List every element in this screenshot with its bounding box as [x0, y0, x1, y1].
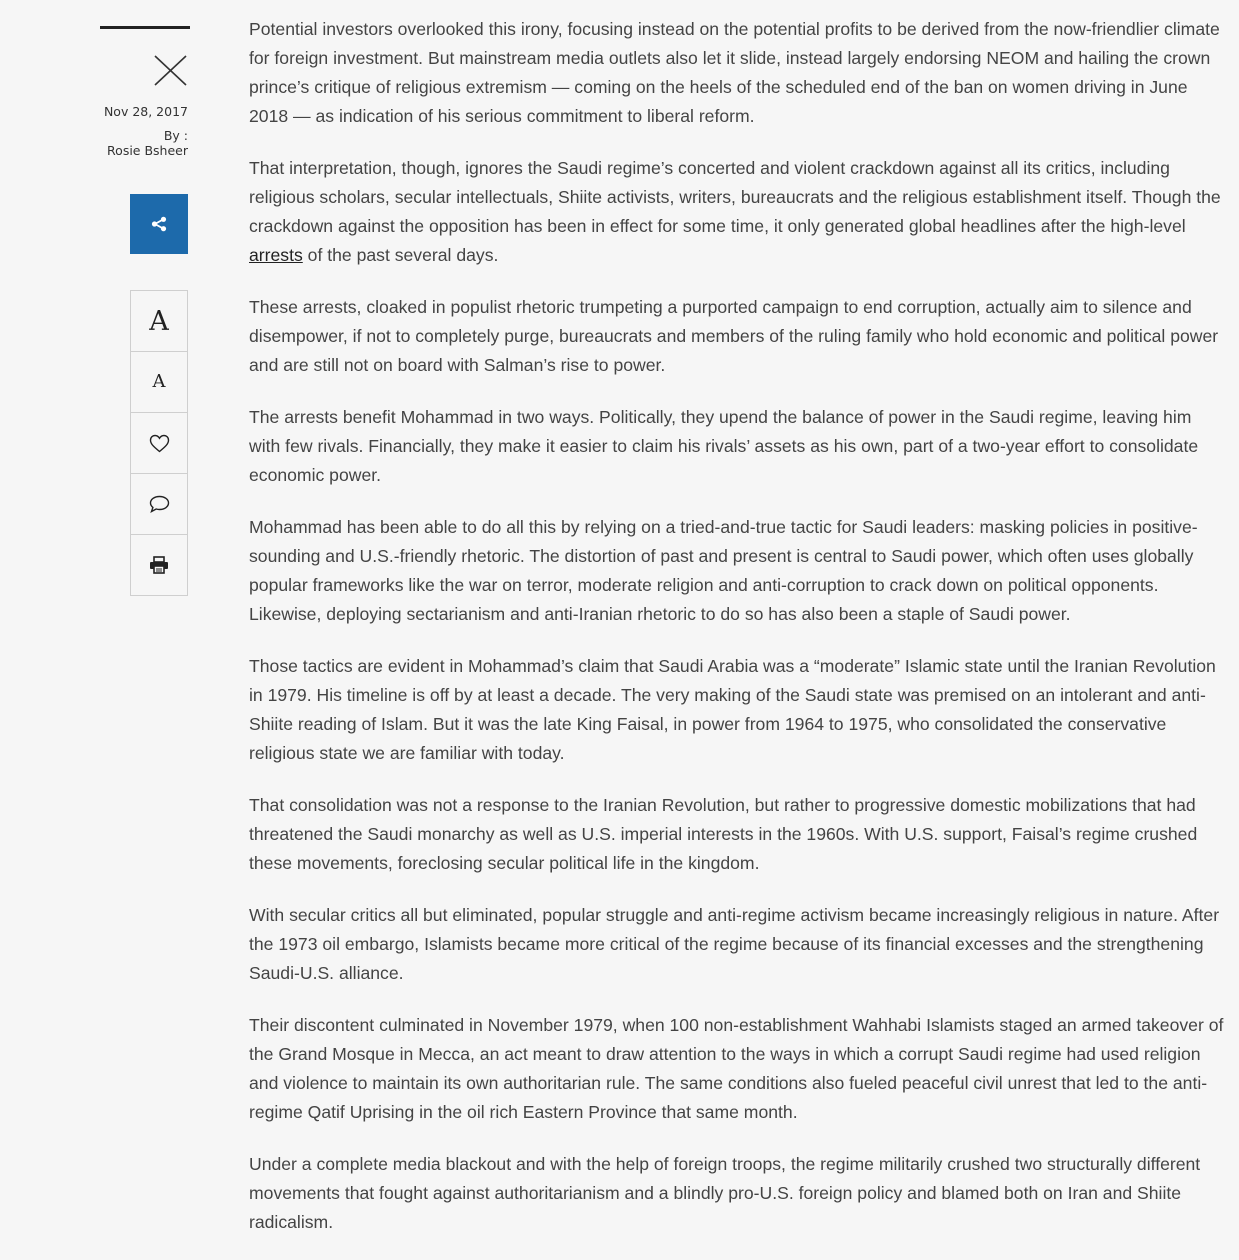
author-name[interactable]: Rosie Bsheer — [107, 143, 188, 158]
like-button[interactable] — [131, 413, 187, 474]
top-divider — [100, 26, 190, 29]
publish-date: Nov 28, 2017 — [103, 104, 188, 119]
article-paragraph: Mohammad has been able to do all this by relying on a tried-and-true tactic for Saudi leaders: masking policies in positive-sounding and U.S.-friendly rhetoric. The distortion of past and present is central to Saudi power, which often uses globally popular frameworks like the war on terror, moderate religion and anti-corruption to crack down on political opponents. Likewise, deploying sectarianism and anti-Iranian rhetoric to do so has also been a staple of Saudi power. — [249, 517, 1198, 624]
article-paragraph: The arrests benefit Mohammad in two ways. Politically, they upend the balance of power in the Saudi regime, leaving him with few rivals. Financially, they make it easier to claim his rivals’ assets as his own, part of a two-year effort to consolidate economic power. — [249, 407, 1199, 485]
article-paragraph: That consolidation was not a response to the Iranian Revolution, but rather to progressive domestic mobilizations that had threatened the Saudi monarchy as well as U.S. imperial interests in the 1960s. With U.S. support, Faisal’s regime crushed these movements, foreclosing secular political life in the kingdom. — [249, 795, 1198, 873]
arrests-link[interactable]: arrests — [249, 245, 303, 265]
close-button[interactable] — [153, 54, 189, 88]
print-button[interactable] — [131, 535, 187, 595]
font-increase-button[interactable] — [131, 291, 187, 352]
print-icon — [149, 556, 169, 574]
share-button[interactable] — [130, 194, 188, 254]
byline-label: By : — [163, 128, 188, 143]
paragraph-text: That interpretation, though, ignores the Saudi regime’s concerted and violent crackdown against all its critics, including religious scholars, secular intellectuals, Shiite activists, writers, bureaucrats and the religious establishment itself. Though the crackdown against the opposition has been in effect for some time, it only generated global headlines after the high-level — [249, 158, 1221, 236]
article-paragraph: These arrests, cloaked in populist rhetoric trumpeting a purported campaign to end corruption, actually aim to silence and disempower, if not to completely purge, bureaucrats and members of the ruling family who hold economic and political power and are still not on board with Salman’s rise to power. — [249, 297, 1219, 375]
paragraph-text: of the past several days. — [302, 245, 499, 265]
article-paragraph: With secular critics all but eliminated, popular struggle and anti-regime activism became increasingly religious in nature. After the 1973 oil embargo, Islamists became more critical of the regime because of its financial excesses and the strengthening Saudi-U.S. alliance. — [249, 905, 1220, 983]
article-meta — [104, 104, 188, 158]
font-increase-label: A — [149, 305, 169, 337]
font-decrease-label: A — [152, 371, 166, 392]
close-icon — [153, 54, 189, 88]
article-paragraph: Potential investors overlooked this irony, focusing instead on the potential profits to be derived from the now-friendlier climate for foreign investment. But mainstream media outlets also let it slide, instead largely endorsing NEOM and hailing the crown prince’s critique of religious extremism — coming on the heels of the scheduled end of the ban on women driving in June 2018 — as indication of his serious commitment to liberal reform. — [249, 19, 1220, 126]
font-decrease-button[interactable] — [131, 352, 187, 413]
article-paragraph: Their discontent culminated in November 1979, when 100 non-establishment Wahhabi Islamists staged an armed takeover of the Grand Mosque in Mecca, an act meant to draw attention to the ways in which a corrupt Saudi regime had used religion and violence to maintain its own authoritarian rule. The same conditions also fueled peaceful civil unrest that led to the anti-regime Qatif Uprising in the oil rich Eastern Province that same month. — [249, 1015, 1224, 1122]
article-paragraph: Under a complete media blackout and with the help of foreign troops, the regime militarily crushed two structurally different movements that fought against authoritarianism and a blindly pro-U.S. foreign policy and blamed both on Iran and Shiite radicalism. — [249, 1154, 1201, 1232]
comment-icon — [149, 495, 170, 513]
article-toolbar — [130, 290, 188, 596]
article-paragraph: Those tactics are evident in Mohammad’s claim that Saudi Arabia was a “moderate” Islamic state until the Iranian Revolution in 1979. His timeline is off by at least a decade. The very making of the Saudi state was premised on an intolerant and anti-Shiite reading of Islam. But it was the late King Faisal, in power from 1964 to 1975, who consolidated the conservative religious state we are familiar with today. — [249, 656, 1216, 763]
heart-icon — [149, 434, 170, 453]
comment-button[interactable] — [131, 474, 187, 535]
article-body — [249, 15, 1224, 1260]
share-icon — [150, 215, 168, 233]
article-paragraph — [249, 154, 1224, 270]
